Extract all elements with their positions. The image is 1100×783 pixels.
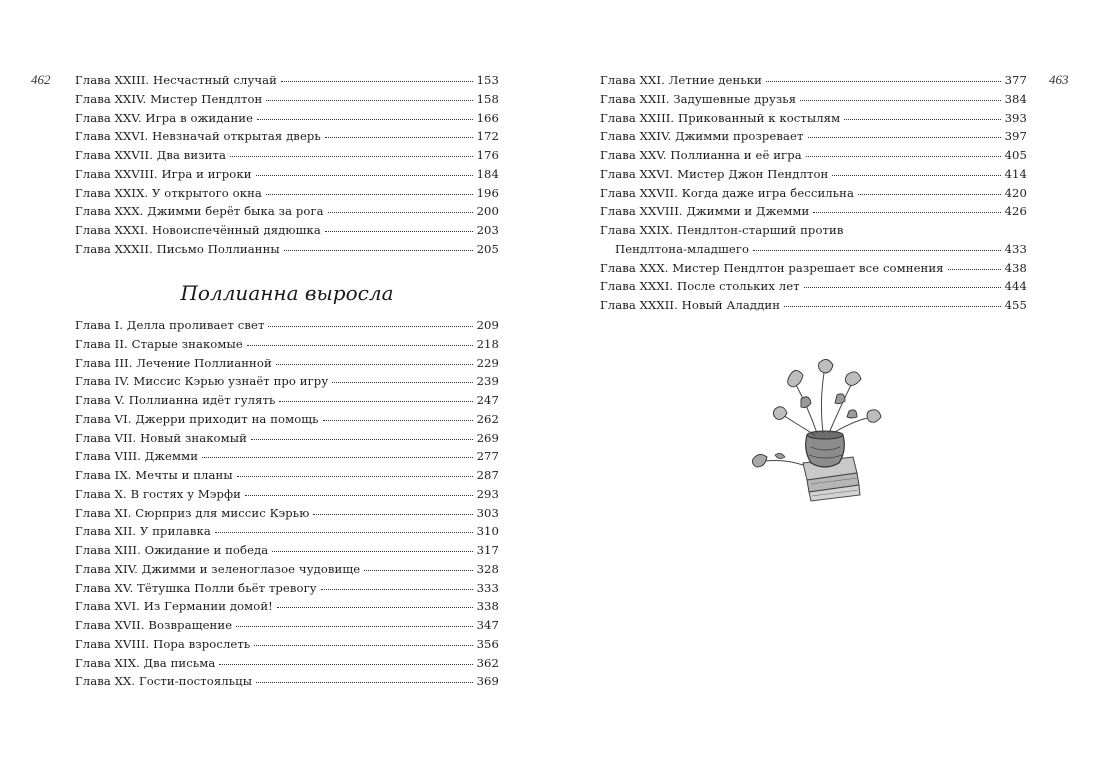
toc-entry [600,90,1027,109]
toc-entry [75,372,499,391]
toc-entry-page: 444 [1004,279,1027,294]
dot-leader [281,79,473,82]
toc-left-bottom [75,316,499,691]
dot-leader [256,680,473,683]
dot-leader [784,304,1001,307]
toc-entry-title: Глава XIV. Джимми и зеленоглазое чудовище [75,561,361,576]
toc-entry [75,391,499,410]
dot-leader [272,549,472,552]
toc-entry-page: 176 [476,148,499,162]
dot-leader [266,192,473,195]
toc-entry-title: Глава XXXI. После стольких лет [600,279,800,294]
toc-left-top [75,71,499,259]
toc-entry-title: Глава XXIII. Несчастный случай [75,73,277,87]
toc-entry-page: 303 [476,505,499,520]
toc-entry-title: Глава XXX. Джимми берёт быка за рога [75,204,324,219]
dot-leader [766,79,1001,82]
toc-entry-page: 347 [476,618,499,632]
toc-entry-page: 158 [476,91,499,106]
toc-entry-page: 269 [476,430,499,445]
dot-leader [858,192,1001,195]
dot-leader [321,587,473,590]
toc-entry [75,127,499,146]
toc-entry [600,202,1027,221]
toc-entry-page: 293 [476,486,499,501]
toc-entry [75,504,499,523]
toc-entry-page: 262 [476,411,499,426]
toc-entry [75,485,499,504]
illustration-drawing [745,355,895,505]
toc-entry [75,616,499,635]
flower-vase-with-books-icon [745,355,895,505]
toc-entry [75,335,499,354]
toc-entry-page: 196 [476,185,499,200]
dot-leader [832,173,1000,176]
toc-entry-title: Глава XXVI. Мистер Джон Пендлтон [600,166,829,181]
toc-entry-title: Глава XXIV. Мистер Пендлтон [75,91,263,106]
toc-entry-page: 455 [1004,298,1027,312]
dot-leader [257,117,473,120]
toc-entry-title: Глава XXIV. Джимми прозревает [600,129,804,144]
toc-entry [75,541,499,560]
toc-entry-title: Глава XI. Сюрприз для миссис Кэрью [75,505,310,520]
toc-entry [600,71,1027,90]
toc-entry [600,127,1027,146]
toc-entry [75,221,499,240]
toc-entry-title: Глава XXVI. Невзначай открытая дверь [75,129,321,144]
dot-leader [808,135,1001,138]
flowers-icon [773,359,881,422]
dot-leader [813,210,1000,213]
toc-entry-title: Глава II. Старые знакомые [75,336,243,351]
toc-entry [75,672,499,691]
toc-entry-page: 172 [476,129,499,144]
dot-leader [251,437,473,440]
toc-entry [75,146,499,165]
dot-leader [245,493,473,496]
toc-entry-page: 369 [476,674,499,689]
toc-entry-title: Глава XVI. Из Германии домой! [75,599,273,614]
toc-entry [600,109,1027,128]
toc-entry [75,109,499,128]
toc-entry-page: 247 [476,393,499,407]
toc-entry [75,240,499,259]
toc-entry-title: Глава I. Делла проливает свет [75,318,265,332]
toc-entry-title: Глава XII. У прилавка [75,524,211,539]
toc-entry [75,90,499,109]
toc-entry-page: 362 [476,655,499,670]
vase-icon [806,431,845,467]
dot-leader [323,418,473,421]
toc-entry [75,316,499,335]
toc-entry-title: Глава XXXII. Новый Аладдин [600,298,781,312]
dot-leader [279,399,472,402]
left-page-number: 462 [31,72,51,87]
dot-leader [364,568,472,571]
toc-entry [75,410,499,429]
dot-leader [800,98,1000,101]
toc-entry-page: 414 [1004,166,1027,181]
toc-entry [75,579,499,598]
toc-entry-page: 200 [476,204,499,219]
toc-entry [600,184,1027,203]
dot-leader [236,624,472,627]
toc-entry-page: 277 [476,449,499,464]
toc-entry-page: 384 [1004,91,1027,106]
dot-leader [806,154,1001,157]
toc-entry [75,71,499,90]
toc-entry-page: 338 [476,599,499,614]
toc-entry-title: Пендлтона-младшего [615,241,750,256]
toc-entry-title: Глава III. Лечение Поллианной [75,355,272,370]
dot-leader [215,530,473,533]
toc-entry [600,277,1027,296]
toc-entry-page: 356 [476,636,499,651]
dot-leader [237,474,473,477]
toc-entry [75,354,499,373]
toc-entry-title: Глава XXI. Летние деньки [600,73,762,87]
toc-entry [600,165,1027,184]
toc-entry-title: Глава VII. Новый знакомый [75,430,247,445]
toc-entry-title: Глава XVIII. Пора взрослеть [75,636,251,651]
rose-icon [753,453,804,467]
toc-entry-title: Глава XXVII. Когда даже игра бессильна [600,185,855,200]
toc-entry [75,597,499,616]
toc-entry [75,429,499,448]
toc-entry-title: Глава XXVIII. Игра и игроки [75,166,252,181]
toc-entry-page: 205 [476,241,499,256]
dot-leader [332,380,472,383]
toc-entry [600,296,1027,315]
toc-entry [75,654,499,673]
toc-entry [75,560,499,579]
toc-entry-title: Глава XXII. Задушевные друзья [600,91,797,106]
toc-entry-title: Глава XXV. Игра в ожидание [75,110,254,125]
dot-leader [844,117,1000,120]
toc-entry-title: Глава XXV. Поллианна и её игра [600,148,802,162]
toc-entry-title: Глава XIII. Ожидание и победа [75,543,269,557]
toc-entry-page: 420 [1004,185,1027,200]
toc-entry [75,447,499,466]
toc-entry-page: 317 [476,543,499,557]
toc-entry-page: 393 [1004,110,1027,125]
toc-entry-title: Глава XXVII. Два визита [75,148,226,162]
toc-entry [75,466,499,485]
toc-entry-page: 377 [1004,73,1027,87]
toc-entry-title: Глава IV. Миссис Кэрью узнаёт про игру [75,374,329,389]
toc-right [600,71,1027,315]
toc-entry-page: 166 [476,110,499,125]
toc-entry-title: Глава XXXII. Письмо Поллианны [75,241,280,256]
dot-leader [230,154,473,157]
dot-leader [247,343,473,346]
dot-leader [325,229,473,232]
toc-entry [75,184,499,203]
dot-leader [804,285,1001,288]
dot-leader [276,362,473,365]
section-heading: Поллианна выросла [180,281,394,305]
toc-entry [75,165,499,184]
toc-entry-title: Глава X. В гостях у Мэрфи [75,486,242,501]
toc-entry-page: 229 [476,355,499,370]
toc-entry-page: 287 [476,468,499,482]
toc-entry-title: Глава V. Поллианна идёт гулять [75,393,276,407]
toc-entry-title: Глава XXIII. Прикованный к костылям [600,110,841,125]
toc-entry-page: 310 [476,524,499,539]
toc-entry-page: 405 [1004,148,1027,162]
toc-entry-title: Глава VI. Джерри приходит на помощь [75,411,319,426]
dot-leader [284,248,473,251]
dot-leader [254,643,472,646]
dot-leader [313,512,472,515]
dot-leader [266,98,472,101]
toc-entry-page: 203 [476,223,499,237]
toc-entry-title: Глава XXVIII. Джимми и Джемми [600,204,810,219]
dot-leader [268,324,472,327]
toc-entry-page: 328 [476,561,499,576]
toc-entry-title: Глава XV. Тётушка Полли бьёт тревогу [75,580,317,595]
dot-leader [277,605,473,608]
toc-entry-title: Глава XIX. Два письма [75,655,216,670]
dot-leader [948,267,1001,270]
toc-entry-title: Глава IX. Мечты и планы [75,468,233,482]
dot-leader [325,135,473,138]
toc-entry-page: 184 [476,166,499,181]
toc-entry-page: 239 [476,374,499,389]
toc-entry-title: Глава XXIX. Пендлтон-старший против [600,223,844,237]
toc-entry-title: Глава XX. Гости-постояльцы [75,674,253,689]
dot-leader [753,248,1000,251]
toc-entry [600,240,1027,259]
toc-entry-page: 397 [1004,129,1027,144]
toc-entry-page: 218 [476,336,499,351]
toc-entry-page: 333 [476,580,499,595]
toc-entry-title: Глава XVII. Возвращение [75,618,233,632]
toc-entry [75,635,499,654]
toc-entry [600,146,1027,165]
toc-entry-title: Глава XXX. Мистер Пендлтон разрешает все сомнения [600,260,944,275]
toc-entry-page: 433 [1004,241,1027,256]
dot-leader [219,662,472,665]
dot-leader [202,455,472,458]
toc-entry-page: 438 [1004,260,1027,275]
dot-leader [256,173,473,176]
toc-entry [600,259,1027,278]
toc-entry-title: Глава VIII. Джемми [75,449,199,464]
right-page-number: 463 [1049,72,1069,87]
toc-entry-title: Глава XXIX. У открытого окна [75,185,262,200]
toc-entry-title: Глава XXXI. Новоиспечённый дядюшка [75,223,321,237]
dot-leader [328,210,473,213]
toc-entry-page: 209 [476,318,499,332]
toc-entry [75,522,499,541]
toc-entry-page: 153 [476,73,499,87]
toc-entry [75,202,499,221]
toc-entry-page: 426 [1004,204,1027,219]
toc-entry [600,221,1027,240]
